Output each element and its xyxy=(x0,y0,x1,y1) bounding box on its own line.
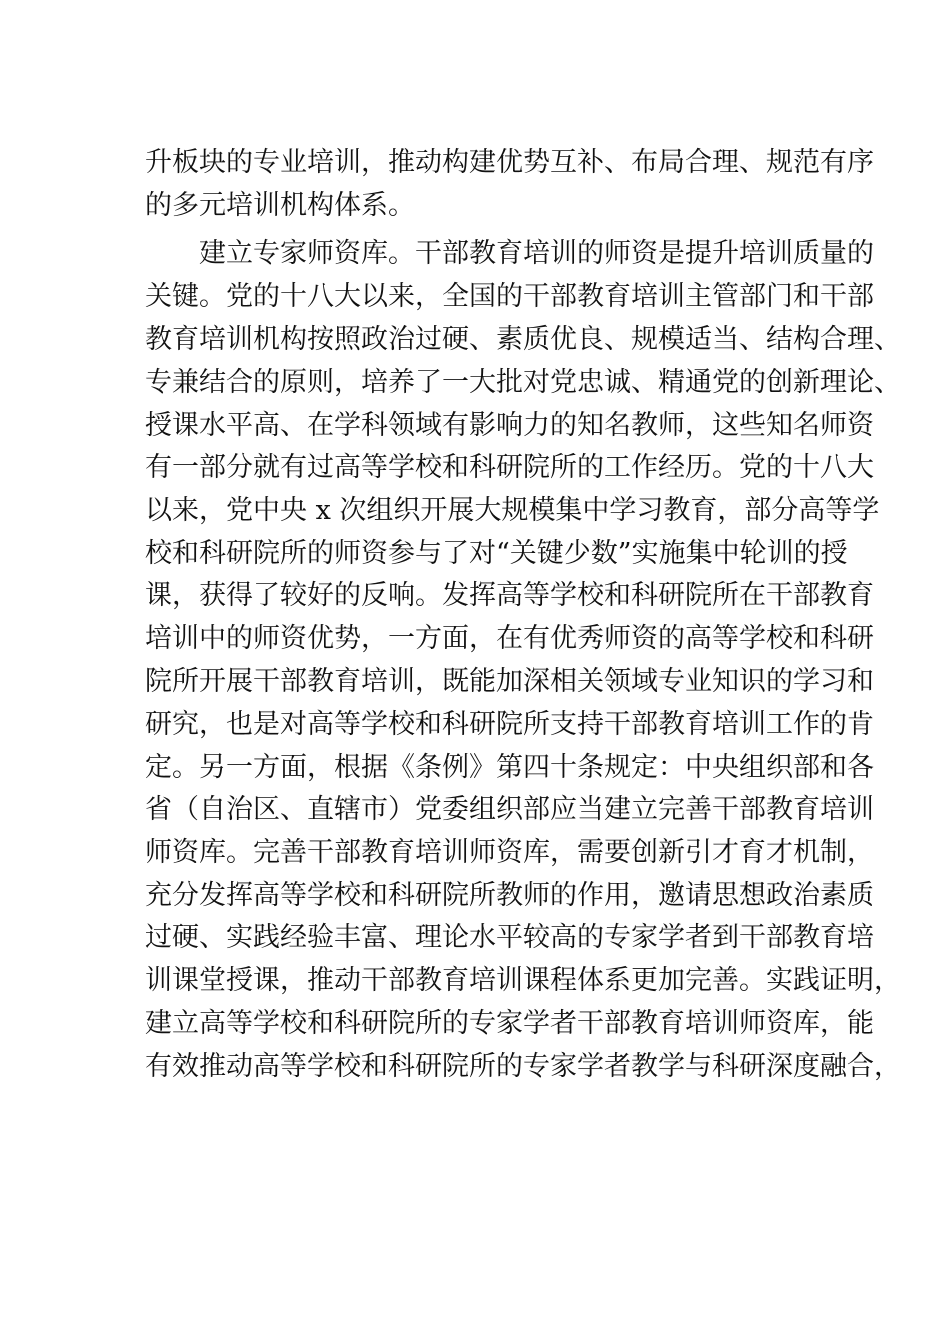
text-line: 关键。党的十八大以来，全国的干部教育培训主管部门和干部 xyxy=(145,281,874,312)
text-line: 定。另一方面，根据《条例》第四十条规定：中央组织部和各 xyxy=(145,752,874,783)
text-line: 校和科研院所的师资参与了对“关键少数”实施集中轮训的授 xyxy=(145,538,848,569)
text-line: 省（自治区、直辖市）党委组织部应当建立完善干部教育培训 xyxy=(145,794,874,825)
text-line: 培训中的师资优势，一方面，在有优秀师资的高等学校和科研 xyxy=(145,623,874,654)
text-line: 训课堂授课，推动干部教育培训课程体系更加完善。实践证明， xyxy=(145,965,901,996)
text-line: 师资库。完善干部教育培训师资库，需要创新引才育才机制， xyxy=(145,837,874,868)
text-line: 的多元培训机构体系。 xyxy=(145,190,415,221)
text-line: 课，获得了较好的反响。发挥高等学校和科研院所在干部教育 xyxy=(145,580,874,611)
text-line: 建立高等学校和科研院所的专家学者干部教育培训师资库，能 xyxy=(145,1008,874,1039)
text-line: 院所开展干部教育培训，既能加深相关领域专业知识的学习和 xyxy=(145,666,874,697)
text-line: 以来，党中央 x 次组织开展大规模集中学习教育，部分高等学 xyxy=(145,495,880,526)
text-line: 过硬、实践经验丰富、理论水平较高的专家学者到干部教育培 xyxy=(145,922,874,953)
text-line: 研究，也是对高等学校和科研院所支持干部教育培训工作的肯 xyxy=(145,709,874,740)
paragraph-start-line: 建立专家师资库。干部教育培训的师资是提升培训质量的 xyxy=(145,238,874,269)
text-line: 授课水平高、在学科领域有影响力的知名教师，这些知名师资 xyxy=(145,410,874,441)
text-line: 有效推动高等学校和科研院所的专家学者教学与科研深度融合， xyxy=(145,1051,901,1082)
text-line: 升板块的专业培训，推动构建优势互补、布局合理、规范有序 xyxy=(145,147,874,178)
text-line: 充分发挥高等学校和科研院所教师的作用，邀请思想政治素质 xyxy=(145,880,874,911)
text-line: 教育培训机构按照政治过硬、素质优良、规模适当、结构合理、 xyxy=(145,324,901,355)
text-line: 专兼结合的原则，培养了一大批对党忠诚、精通党的创新理论、 xyxy=(145,367,901,398)
text-line: 有一部分就有过高等学校和科研院所的工作经历。党的十八大 xyxy=(145,452,874,483)
